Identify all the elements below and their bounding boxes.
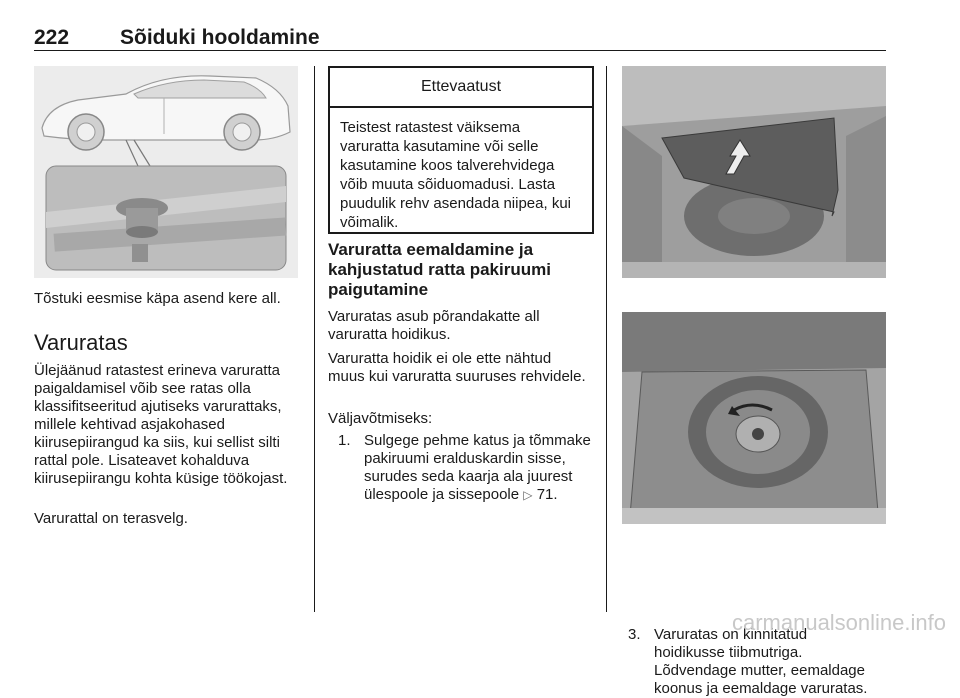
caution-text: Teistest ratastest väiksema varuratta kasutamine või selle kasutamine koos talverehvidega võib muuta sõiduomadusi. Lasta puudulik rehv asendada niipea, kui võimalik. — [340, 119, 571, 231]
header-rule — [34, 50, 886, 51]
page-ref-icon: ▷ — [523, 488, 533, 502]
column-divider-2 — [606, 66, 607, 612]
step-1-text: Sulgege pehme katus ja tõmmake pakiruumi eralduskardin sisse, surudes seda kaarja ala juurest ülespoole ja sissepoole — [364, 432, 591, 503]
paragraph-spare-location: Varuratas asub põrandakatte all varuratta hoidikus. — [328, 308, 540, 343]
jack-position-illustration — [34, 66, 298, 278]
step-3 — [628, 626, 912, 698]
column-divider-1 — [314, 66, 315, 612]
step-3-line-1: Varuratas on kinnitatud — [654, 626, 808, 643]
paragraph-steel-rim: Varurattal on terasvelg. — [34, 510, 188, 527]
step-3-line-4: koonus ja eemaldage varuratas. — [654, 680, 868, 697]
section-title: Sõiduki hooldamine — [120, 26, 320, 49]
trunk-floor-cover-photo — [622, 66, 886, 278]
page-number: 222 — [34, 26, 70, 49]
step-3-line-2: hoidikusse tiibmutriga. — [654, 644, 803, 661]
step-1 — [338, 432, 620, 504]
caution-box — [328, 66, 594, 234]
step-1-page-ref[interactable]: 71. — [536, 486, 558, 503]
watermark: carmanualsonline.info — [731, 610, 946, 635]
step-3-number: 3. — [628, 626, 641, 643]
illustration-caption: Tõstuki eesmise käpa asend kere all. — [34, 290, 281, 307]
step-1-number: 1. — [338, 432, 351, 449]
paragraph-removal-intro: Väljavõtmiseks: — [328, 410, 433, 427]
paragraph-holder-note: Varuratta hoidik ei ole ette nähtud muus kui varuratta suuruses rehvidele. — [328, 350, 586, 385]
heading-varuratas: Varuratas — [34, 330, 128, 355]
subheading-remove-spare: Varuratta eemaldamine ja kahjustatud ratta pakiruumi paigutamine — [328, 240, 551, 299]
spare-wheel-holder-photo — [622, 312, 886, 524]
caution-title: Ettevaatust — [330, 68, 592, 108]
page-header — [34, 26, 886, 52]
paragraph-temporary-spare: Ülejäänud ratastest erineva varuratta paigaldamisel võib see ratas olla klassifitseeritud ajutiseks varurattaks, millele kehtivad asjakohased kiirusepiirangud ka siis, kui sellist silti rattal pole. Lisateavet kohalduva kiirusepiirangu kohta küsige töökojast. — [34, 362, 288, 487]
step-3-line-3: Lõdvendage mutter, eemaldage — [654, 662, 865, 679]
